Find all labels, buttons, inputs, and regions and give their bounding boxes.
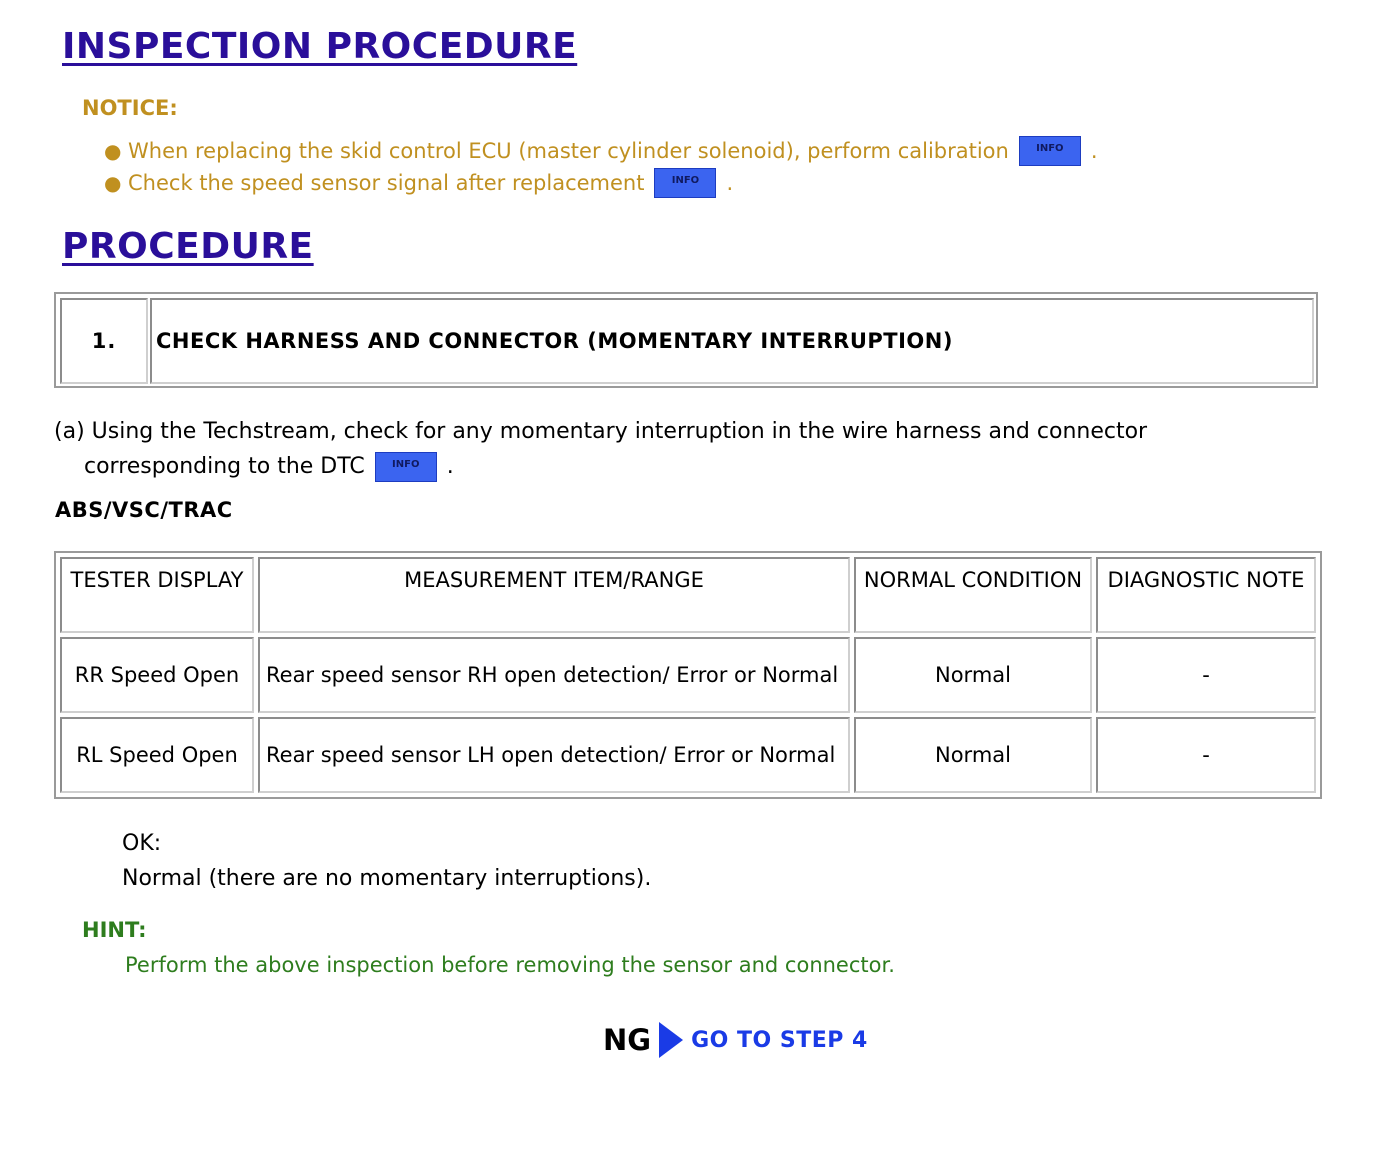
table-cell: Normal [854,717,1092,793]
table-cell: Normal [854,637,1092,713]
inspection-procedure-heading: INSPECTION PROCEDURE [62,26,578,67]
notice-item [104,135,1098,167]
bullet-icon: ● [104,171,122,195]
ng-label: NG [603,1023,652,1057]
instruction-line-1: (a) Using the Techstream, check for any momentary interruption in the wire harness and connector [54,419,1148,444]
step-header [54,292,1318,388]
procedure-heading: PROCEDURE [62,226,314,267]
table-cell: - [1096,637,1316,713]
step-title: CHECK HARNESS AND CONNECTOR (MOMENTARY INTERRUPTION) [150,298,1314,384]
ok-text: Normal (there are no momentary interruptions). [122,866,652,891]
info-button[interactable] [375,452,437,482]
table-header-cell: NORMAL CONDITION [854,557,1092,633]
measurement-table [54,551,1322,799]
notice-label: NOTICE: [82,96,178,120]
table-header-row [60,557,1316,633]
table-header-cell: TESTER DISPLAY [60,557,254,633]
table-cell: Rear speed sensor LH open detection/ Error or Normal [258,717,850,793]
notice-item-trail: . [1090,139,1098,163]
instruction-trail: . [446,454,454,479]
info-button-label: INFO [392,458,420,470]
instruction-paragraph [54,414,1334,484]
table-subheading: ABS/VSC/TRAC [55,498,233,522]
table-header-cell: MEASUREMENT ITEM/RANGE [258,557,850,633]
step-number: 1. [60,298,148,384]
notice-list [104,135,1098,199]
arrow-right-icon[interactable] [659,1022,683,1058]
notice-item-text: When replacing the skid control ECU (master cylinder solenoid), perform calibration [128,139,1009,163]
hint-text: Perform the above inspection before removing the sensor and connector. [125,953,895,977]
table-cell: Rear speed sensor RH open detection/ Error or Normal [258,637,850,713]
table-cell: RR Speed Open [60,637,254,713]
bullet-icon: ● [104,139,122,163]
ng-navigation [603,1022,868,1058]
instruction-line-2: corresponding to the DTC [84,454,365,479]
notice-item [104,167,1098,199]
info-button-label: INFO [671,175,700,186]
info-button[interactable] [654,168,716,198]
table-row [60,637,1316,713]
table-header-cell: DIAGNOSTIC NOTE [1096,557,1316,633]
table-row [60,717,1316,793]
table-cell: RL Speed Open [60,717,254,793]
notice-item-text: Check the speed sensor signal after replacement [128,171,645,195]
go-to-step-link[interactable]: GO TO STEP 4 [691,1027,868,1053]
info-button[interactable] [1019,136,1081,166]
ok-result [122,826,651,896]
ok-label: OK: [122,831,162,856]
hint-label: HINT: [82,918,147,942]
table-cell: - [1096,717,1316,793]
notice-item-trail: . [726,171,734,195]
info-button-label: INFO [1036,143,1064,154]
instruction-line-2-wrap [54,449,1334,484]
